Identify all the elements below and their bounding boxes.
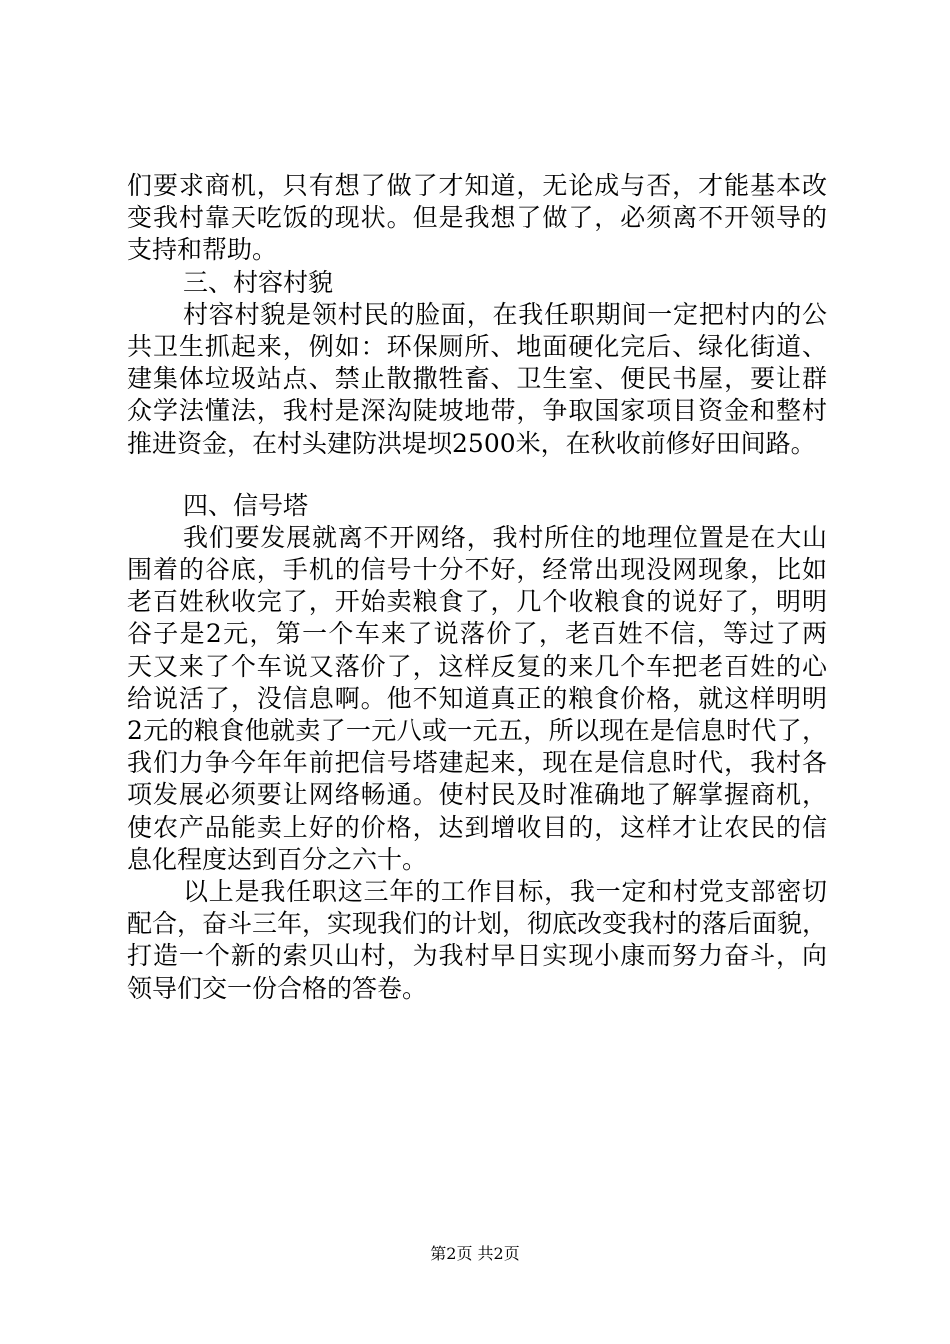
text-line: 我们力争今年年前把信号塔建起来，现在是信息时代，我村各 (127, 748, 827, 778)
text-line: 领导们交一份合格的答卷。 (127, 973, 428, 1003)
page-number-footer: 第2页 共2页 (430, 1244, 520, 1263)
text-line: 推进资金，在村头建防洪堤坝2500米，在秋收前修好田间路。 (127, 428, 816, 458)
text-line: 老百姓秋收完了，开始卖粮食了，几个收粮食的说好了，明明 (127, 587, 827, 617)
text-line: 建集体垃圾站点、禁止散撒牲畜、卫生室、便民书屋，要让群 (127, 364, 827, 394)
text-line: 谷子是2元，第一个车来了说落价了，老百姓不信，等过了两 (127, 619, 827, 649)
section-heading-signal-tower: 四、信号塔 (183, 490, 309, 520)
text-line: 使农产品能卖上好的价格，达到增收目的，这样才让农民的信 (127, 812, 827, 842)
text-line: 变我村靠天吃饭的现状。但是我想了做了，必须离不开领导的 (127, 203, 827, 233)
text-line: 以上是我任职这三年的工作目标，我一定和村党支部密切 (183, 876, 827, 906)
text-line: 村容村貌是领村民的脸面，在我任职期间一定把村内的公 (183, 299, 827, 329)
text-line: 配合，奋斗三年，实现我们的计划，彻底改变我村的落后面貌， (127, 909, 828, 939)
text-line: 天又来了个车说又落价了，这样反复的来几个车把老百姓的心 (127, 651, 827, 681)
document-body (127, 170, 827, 1005)
text-line: 息化程度达到百分之六十。 (127, 844, 428, 874)
text-line: 项发展必须要让网络畅通。使村民及时准确地了解掌握商机， (127, 780, 827, 810)
text-line: 打造一个新的索贝山村，为我村早日实现小康而努力奋斗，向 (127, 941, 827, 971)
text-line: 我们要发展就离不开网络，我村所住的地理位置是在大山 (183, 522, 827, 552)
paragraph-conclusion (127, 876, 827, 1005)
text-line: 们要求商机，只有想了做了才知道，无论成与否，才能基本改 (127, 171, 827, 200)
paragraph-continuation (127, 170, 827, 267)
paragraph-village-appearance (127, 299, 827, 460)
text-line: 共卫生抓起来，例如：环保厕所、地面硬化完后、绿化街道、 (127, 331, 827, 361)
text-line: 众学法懂法，我村是深沟陡坡地带，争取国家项目资金和整村 (127, 396, 827, 426)
text-line: 2元的粮食他就卖了一元八或一元五，所以现在是信息时代了， (127, 716, 827, 745)
text-line: 支持和帮助。 (127, 235, 278, 265)
section-heading-village-appearance: 三、村容村貌 (183, 267, 334, 297)
text-line: 围着的谷底，手机的信号十分不好，经常出现没网现象，比如 (127, 555, 827, 585)
paragraph-signal-tower (127, 522, 827, 876)
paragraph-gap (127, 460, 827, 490)
text-line: 给说活了，没信息啊。他不知道真正的粮食价格，就这样明明 (127, 683, 827, 713)
